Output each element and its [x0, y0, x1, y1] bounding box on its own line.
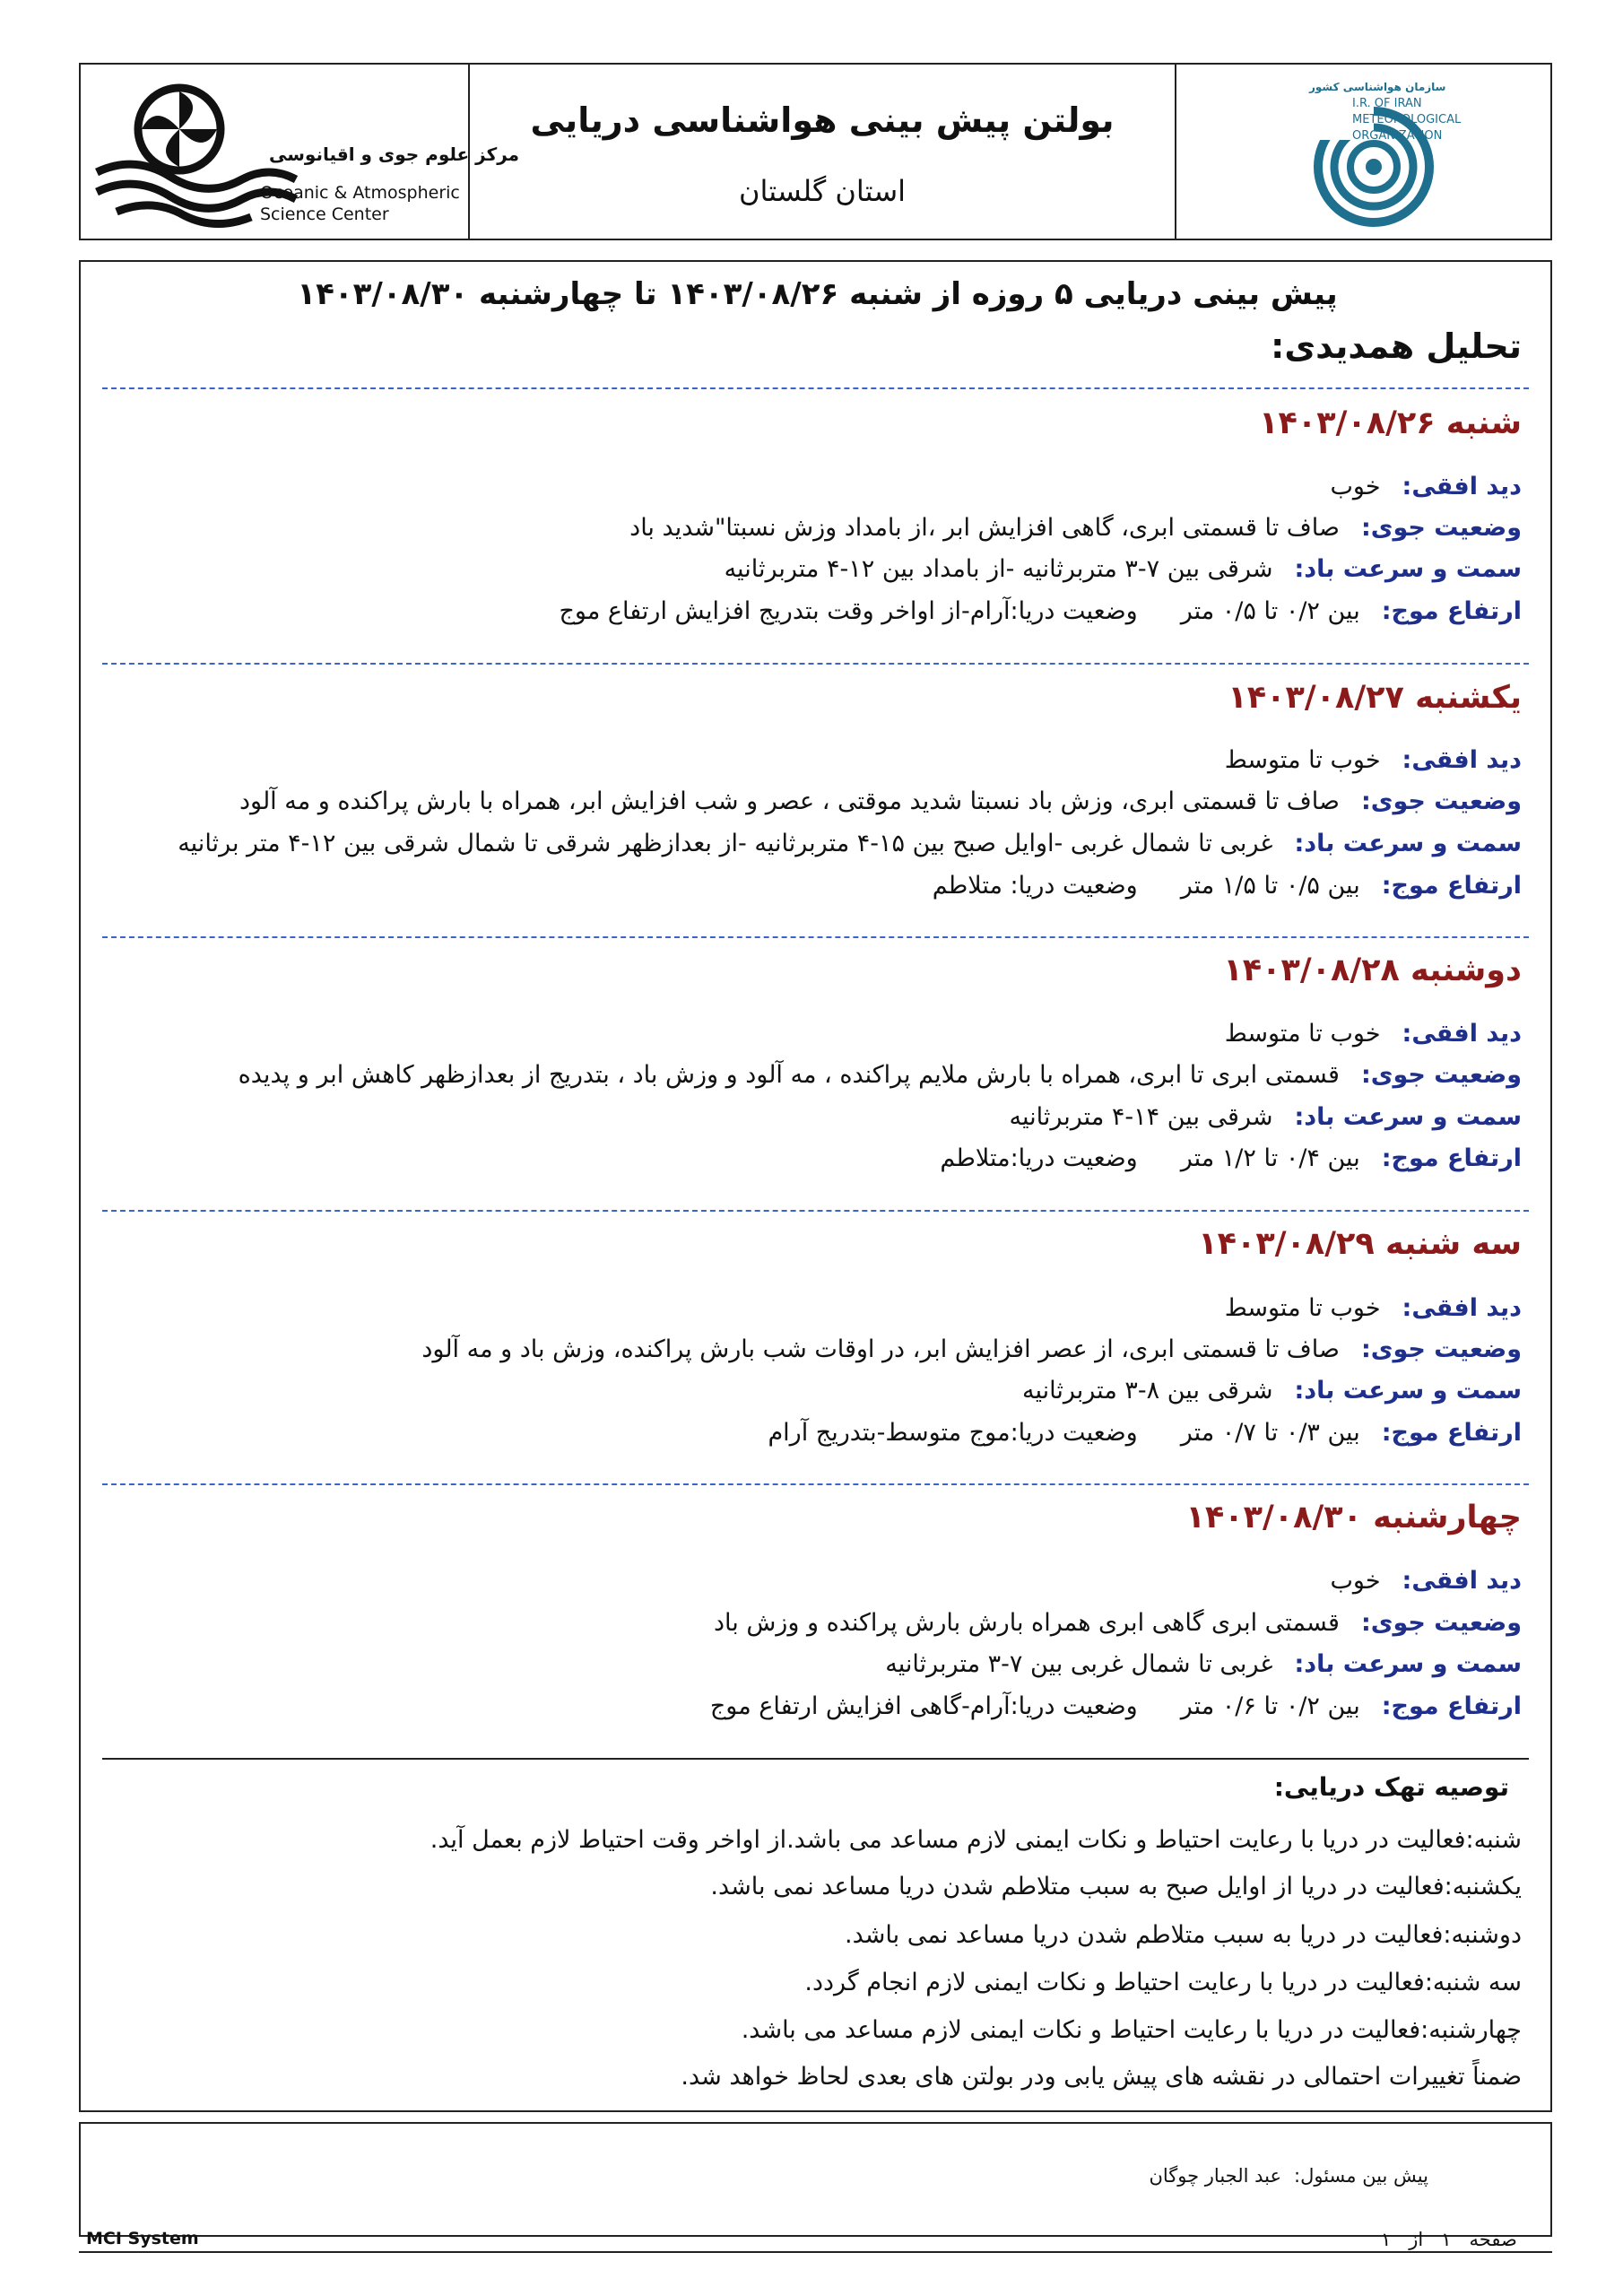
sea-state-value: وضعیت دریا:آرام-از اواخر وقت بتدریج افزایش ارتفاع موج [559, 597, 1138, 625]
wind-label: سمت و سرعت باد: [1294, 830, 1522, 857]
visibility-row [1225, 746, 1522, 774]
wind-row [725, 555, 1522, 583]
advisory-line: شنبه:فعالیت در دریا با رعایت احتیاط و نکات ایمنی لازم مساعد می باشد.از اواخر وقت احتیاط لازم بعمل آید. [430, 1826, 1522, 1854]
advisory-divider [102, 1758, 1529, 1760]
advisory-line: چهارشنبه:فعالیت در دریا با رعایت احتیاط و نکات ایمنی لازم مساعد می باشد. [741, 2016, 1522, 2044]
day-title: دوشنبه ۱۴۰۳/۰۸/۲۸ [1223, 952, 1522, 988]
page-number [1381, 2229, 1517, 2250]
visibility-row [1330, 473, 1522, 500]
bulletin-title: بولتن پیش بینی هواشناسی دریایی [530, 100, 1115, 140]
wave-value: بین ۰/۲ تا ۰/۶ متر [1180, 1692, 1360, 1720]
synoptic-heading: تحلیل همدیدی: [1271, 326, 1522, 366]
met-org-name-en-1: I.R. OF IRAN [1352, 97, 1422, 110]
sea-state-value: وضعیت دریا:موج متوسط-بتدریج آرام [768, 1419, 1138, 1447]
wave-label: ارتفاع موج: [1381, 597, 1522, 625]
day-title: شنبه ۱۴۰۳/۰۸/۲۶ [1259, 405, 1522, 441]
day-title: یکشنبه ۱۴۰۳/۰۸/۲۷ [1228, 680, 1522, 716]
weather-label: وضعیت جوی: [1360, 1609, 1522, 1637]
weather-row [421, 1335, 1522, 1363]
weather-label: وضعیت جوی: [1360, 1335, 1522, 1363]
advisory-heading: توصیه تهک دریایی: [1273, 1772, 1509, 1802]
footer-divider [79, 2251, 1552, 2253]
bulletin-header [79, 63, 1552, 240]
visibility-value: خوب تا متوسط [1224, 1020, 1381, 1048]
visibility-row [1330, 1567, 1522, 1595]
wind-row [885, 1650, 1522, 1678]
forecaster-box [79, 2122, 1552, 2237]
divider [102, 387, 1529, 389]
weather-value: قسمتی ابری گاهی ابری همراه بارش بارش پراکنده و وزش باد [714, 1609, 1340, 1637]
wind-label: سمت و سرعت باد: [1294, 555, 1522, 583]
system-name: MCI System [86, 2229, 199, 2248]
met-org-name-fa: سازمان هواشناسی کشور [1309, 81, 1446, 93]
visibility-value: خوب [1330, 473, 1381, 500]
day-title: چهارشنبه ۱۴۰۳/۰۸/۳۰ [1185, 1500, 1522, 1535]
page-total: ۱ [1381, 2229, 1392, 2250]
ocean-center-name-en-2: Science Center [260, 204, 389, 224]
weather-row [239, 787, 1522, 815]
wind-value: غربی تا شمال غربی -اوایل صبح بین ۱۵-۴ متربرثانیه -از بعدازظهر شرقی تا شمال شرقی بین ۱۲-۴ متر برثانیه [178, 830, 1273, 857]
page-current: ۱ [1441, 2229, 1452, 2250]
wind-row [1022, 1377, 1522, 1405]
wave-label: ارتفاع موج: [1381, 1419, 1522, 1447]
ocean-center-name-fa: مرکز علوم جوی و اقیانوسی [269, 144, 520, 165]
advisory-line: یکشنبه:فعالیت در دریا از اوایل صبح به سبب متلاطم شدن دریا مساعد نمی باشد. [710, 1873, 1522, 1900]
forecast-panel [79, 260, 1552, 2112]
weather-row [239, 1061, 1522, 1089]
wave-row [933, 872, 1522, 900]
met-org-logo-cell [1175, 65, 1552, 239]
forecaster-name: عبد الجبار چوگان [1149, 2165, 1282, 2187]
ocean-center-name-en-1: Oceanic & Atmospheric [260, 183, 460, 203]
visibility-label: دید افقی: [1402, 1020, 1522, 1048]
wave-row [940, 1144, 1522, 1172]
wind-row [178, 830, 1522, 857]
wave-value: بین ۰/۵ تا ۱/۵ متر [1180, 872, 1360, 900]
wave-label: ارتفاع موج: [1381, 872, 1522, 900]
visibility-label: دید افقی: [1402, 746, 1522, 774]
wind-label: سمت و سرعت باد: [1294, 1650, 1522, 1678]
advisory-line: ضمناً تغییرات احتمالی در نقشه های پیش یابی ودر بولتن های بعدی لحاظ خواهد شد. [681, 2063, 1522, 2091]
visibility-row [1225, 1020, 1522, 1048]
advisory-line: سه شنبه:فعالیت در دریا با رعایت احتیاط و نکات ایمنی لازم انجام گردد. [804, 1969, 1522, 1996]
visibility-value: خوب تا متوسط [1224, 746, 1381, 774]
weather-label: وضعیت جوی: [1360, 1061, 1522, 1089]
divider [102, 663, 1529, 665]
visibility-row [1225, 1294, 1522, 1322]
page-label: صفحه [1469, 2229, 1517, 2250]
wind-value: شرقی بین ۸-۳ متربرثانیه [1021, 1377, 1273, 1405]
header-title-cell [468, 65, 1175, 239]
visibility-label: دید افقی: [1402, 1294, 1522, 1322]
wind-value: شرقی بین ۱۴-۴ متربرثانیه [1009, 1103, 1273, 1131]
wind-label: سمت و سرعت باد: [1294, 1103, 1522, 1131]
wind-value: غربی تا شمال غربی بین ۷-۳ متربرثانیه [885, 1650, 1273, 1678]
weather-value: صاف تا قسمتی ابری، از عصر افزایش ابر، در اوقات شب بارش پراکنده، وزش باد و مه آلود [421, 1335, 1340, 1363]
visibility-value: خوب تا متوسط [1224, 1294, 1381, 1322]
weather-label: وضعیت جوی: [1360, 514, 1522, 542]
weather-value: صاف تا قسمتی ابری، وزش باد نسبتا شدید موقتی ، عصر و شب افزایش ابر، همراه با بارش پراکنده و مه آلود [239, 787, 1340, 815]
weather-label: وضعیت جوی: [1360, 787, 1522, 815]
met-org-name-en-2: METEOROLOGICAL [1352, 113, 1462, 126]
weather-value: قسمتی ابری تا ابری، همراه با بارش ملایم پراکنده ، مه آلود و وزش باد ، بتدریج از بعدازظهر کاهش ابر و پدیده [238, 1061, 1340, 1089]
sea-state-value: وضعیت دریا: متلاطم [932, 872, 1138, 900]
province-name: استان گلستان [738, 174, 907, 208]
ocean-center-logo-cell [81, 65, 520, 239]
forecaster-line [1149, 2165, 1428, 2187]
sea-state-value: وضعیت دریا:متلاطم [940, 1144, 1138, 1172]
wave-value: بین ۰/۲ تا ۰/۵ متر [1180, 597, 1360, 625]
wave-value: بین ۰/۳ تا ۰/۷ متر [1180, 1419, 1360, 1447]
visibility-value: خوب [1330, 1567, 1381, 1595]
forecaster-label: پیش بین مسئول: [1294, 2165, 1428, 2187]
wave-value: بین ۰/۴ تا ۱/۲ متر [1180, 1144, 1360, 1172]
wave-row [559, 597, 1522, 625]
visibility-label: دید افقی: [1402, 1567, 1522, 1595]
wave-row [710, 1692, 1522, 1720]
weather-value: صاف تا قسمتی ابری، گاهی افزایش ابر ،از بامداد وزش نسبتا"شدید باد [629, 514, 1340, 542]
wave-label: ارتفاع موج: [1381, 1144, 1522, 1172]
weather-row [629, 514, 1522, 542]
wave-row [768, 1419, 1522, 1447]
met-org-name-en-3: ORGANIZATION [1352, 129, 1443, 143]
divider [102, 1483, 1529, 1485]
divider [102, 936, 1529, 938]
day-title: سه شنبه ۱۴۰۳/۰۸/۲۹ [1198, 1226, 1522, 1262]
sea-state-value: وضعیت دریا:آرام-گاهی افزایش ارتفاع موج [709, 1692, 1138, 1720]
forecast-title: پیش بینی دریایی ۵ روزه از شنبه ۱۴۰۳/۰۸/۲۶ تا چهارشنبه ۱۴۰۳/۰۸/۳۰ [297, 276, 1338, 312]
wind-row [1009, 1103, 1522, 1131]
advisory-line: دوشنبه:فعالیت در دریا به سبب متلاطم شدن دریا مساعد نمی باشد. [845, 1921, 1522, 1949]
divider [102, 1210, 1529, 1212]
wind-value: شرقی بین ۷-۳ متربرثانیه -از بامداد بین ۱۲-۴ متربرثانیه [724, 555, 1273, 583]
page-of: از [1409, 2229, 1424, 2250]
visibility-label: دید افقی: [1402, 473, 1522, 500]
wind-label: سمت و سرعت باد: [1294, 1377, 1522, 1405]
wave-label: ارتفاع موج: [1381, 1692, 1522, 1720]
weather-row [714, 1609, 1522, 1637]
